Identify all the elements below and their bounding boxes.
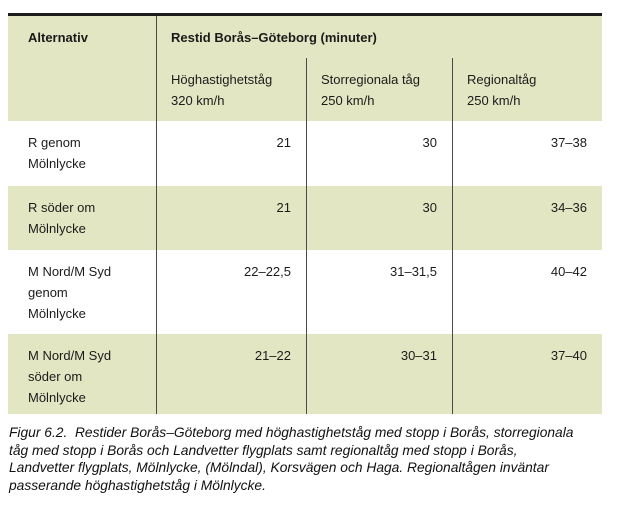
- value-cell: 30: [307, 121, 453, 186]
- merged-header-restid: Restid Borås–Göteborg (minuter): [157, 16, 602, 58]
- caption-line: passerande höghastighetståg i Mölnlycke.: [9, 477, 266, 493]
- value-cell: 21: [157, 186, 307, 250]
- subheader-speed: 250 km/h: [467, 93, 521, 108]
- subheader-hoghastighetstag: [157, 58, 307, 121]
- value-cell: 22–22,5: [157, 250, 307, 334]
- subheader-name: Höghastighetståg: [171, 72, 273, 87]
- caption-line: Figur 6.2. Restider Borås–Göteborg med höghastighetståg med stopp i Borås, storregionala: [9, 425, 574, 440]
- caption-line: tåg med stopp i Borås och Landvetter flygplats samt regionaltåg med stopp i Borås,: [9, 442, 518, 458]
- row-label: R genom Mölnlycke: [8, 121, 157, 186]
- subheader-storregionala: [307, 58, 453, 121]
- row-label: R söder om Mölnlycke: [8, 186, 157, 250]
- travel-time-table: [8, 13, 602, 414]
- value-cell: 31–31,5: [307, 250, 453, 334]
- value-cell: 40–42: [453, 250, 602, 334]
- value-cell: 34–36: [453, 186, 602, 250]
- value-cell: 21: [157, 121, 307, 186]
- value-cell: 37–40: [453, 334, 602, 414]
- value-cell: 30–31: [307, 334, 453, 414]
- figure-caption: [9, 424, 615, 494]
- column-header-alternativ: Alternativ: [8, 16, 157, 121]
- value-cell: 30: [307, 186, 453, 250]
- row-label: M Nord/M Syd söder om Mölnlycke: [8, 334, 157, 414]
- subheader-speed: 320 km/h: [171, 93, 225, 108]
- caption-line: Landvetter flygplats, Mölnlycke, (Mölndal), Korsvägen och Haga. Regionaltågen inväntar: [9, 460, 549, 476]
- subheader-name: Storregionala tåg: [321, 72, 421, 87]
- subheader-regionaltag: [453, 58, 602, 121]
- value-cell: 37–38: [453, 121, 602, 186]
- subheader-name: Regionaltåg: [467, 72, 537, 87]
- row-label: M Nord/M Syd genom Mölnlycke: [8, 250, 157, 334]
- value-cell: 21–22: [157, 334, 307, 414]
- subheader-speed: 250 km/h: [321, 93, 375, 108]
